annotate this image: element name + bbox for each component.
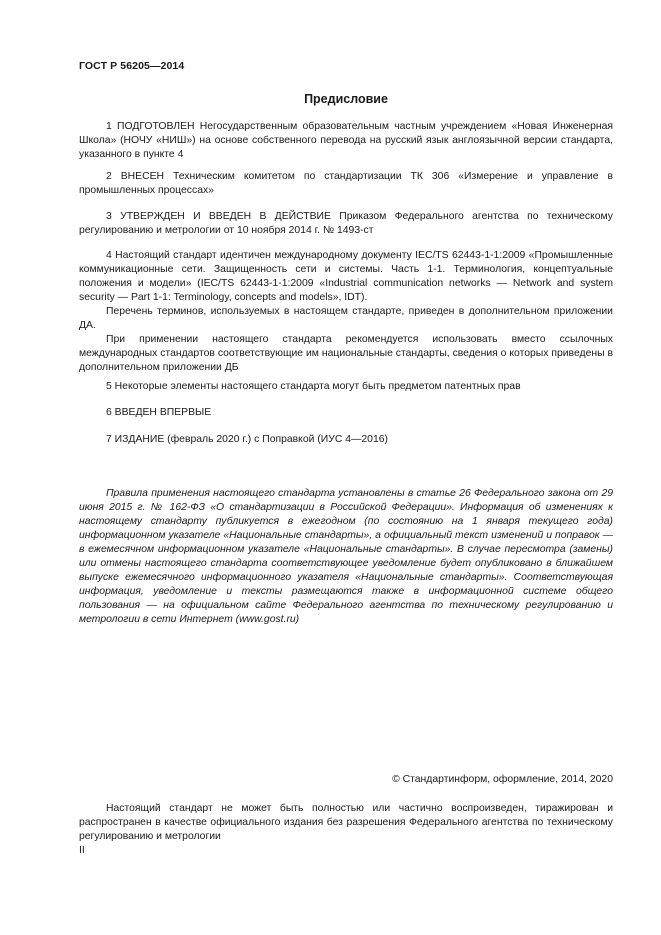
- page-title: Предисловие: [304, 92, 388, 106]
- preface-item-3: 3 УТВЕРЖДЕН И ВВЕДЕН В ДЕЙСТВИЕ Приказом Федерального агентства по техническому регулированию и метрологии от 10 ноября 2014 г. № 1493-ст: [79, 211, 613, 236]
- preface-item-7: 7 ИЗДАНИЕ (февраль 2020 г.) с Поправкой (ИУС 4—2016): [106, 434, 388, 445]
- preface-item-4: 4 Настоящий стандарт идентичен международному документу IEC/TS 62443-1-1:2009 «Промышленные коммуникационные сети. Защищенность сети и системы. Часть 1-1. Терминология, концептуальные положения и модели» (IEC/TS 62443-1-1:2009 «Industrial communication networks — Network and system security — Part 1-1: Terminology, concepts and models», IDT). Перечень терминов, используемых в настоящем стандарте, приведен в дополнительном приложении ДА. При применении настоящего стандарта рекомендуется использовать вместо ссылочных международных стандартов соответствующие им национальные стандарты, сведения о которых приведены в дополнительном приложении ДБ: [79, 250, 613, 373]
- reproduction-notice: Настоящий стандарт не может быть полностью или частично воспроизведен, тиражирован и распространен в качестве официального издания без разрешения Федерального агентства по техническому регулированию и метрологии: [79, 803, 613, 842]
- copyright: © Стандартинформ, оформление, 2014, 2020: [392, 774, 613, 785]
- preface-item-1: 1 ПОДГОТОВЛЕН Негосударственным образовательным частным учреждением «Новая Инженерная Школа» (НОЧУ «НИШ») на основе собственного перевода на русский язык англоязычной версии стандарта, указанного в пункте 4: [79, 121, 613, 160]
- preface-item-2: 2 ВНЕСЕН Техническим комитетом по стандартизации ТК 306 «Измерение и управление в промышленных процессах»: [79, 171, 613, 196]
- rules-notice: Правила применения настоящего стандарта установлены в статье 26 Федерального закона от 29 июня 2015 г. № 162-ФЗ «О стандартизации в Российской Федерации». Информация об изменениях к настоящему стандарту публикуется в ежегодном (по состоянию на 1 января текущего года) информационном указателе «Национальные стандарты», а официальный текст изменений и поправок — в ежемесячном информационном указателе «Национальные стандарты». В случае пересмотра (замены) или отмены настоящего стандарта соответствующее уведомление будет опубликовано в ближайшем выпуске ежемесячного информационного указателя «Национальные стандарты». Соответствующая информация, уведомление и тексты размещаются также в информационной системе общего пользования — на официальном сайте Федерального агентства по техническому регулированию и метрологии в сети Интернет (www.gost.ru): [79, 488, 613, 625]
- document-code: ГОСТ Р 56205—2014: [79, 60, 185, 72]
- terms-paragraph: Перечень терминов, используемых в настоящем стандарте, приведен в дополнительном приложении ДА.: [79, 306, 613, 331]
- preface-item-5: 5 Некоторые элементы настоящего стандарта могут быть предметом патентных прав: [106, 381, 521, 392]
- references-paragraph: При применении настоящего стандарта рекомендуется использовать вместо ссылочных международных стандартов соответствующие им национальные стандарты, сведения о которых приведены в дополнительном приложении ДБ: [79, 334, 613, 373]
- preface-item-6: 6 ВВЕДЕН ВПЕРВЫЕ: [106, 407, 212, 418]
- page-number: II: [79, 845, 85, 856]
